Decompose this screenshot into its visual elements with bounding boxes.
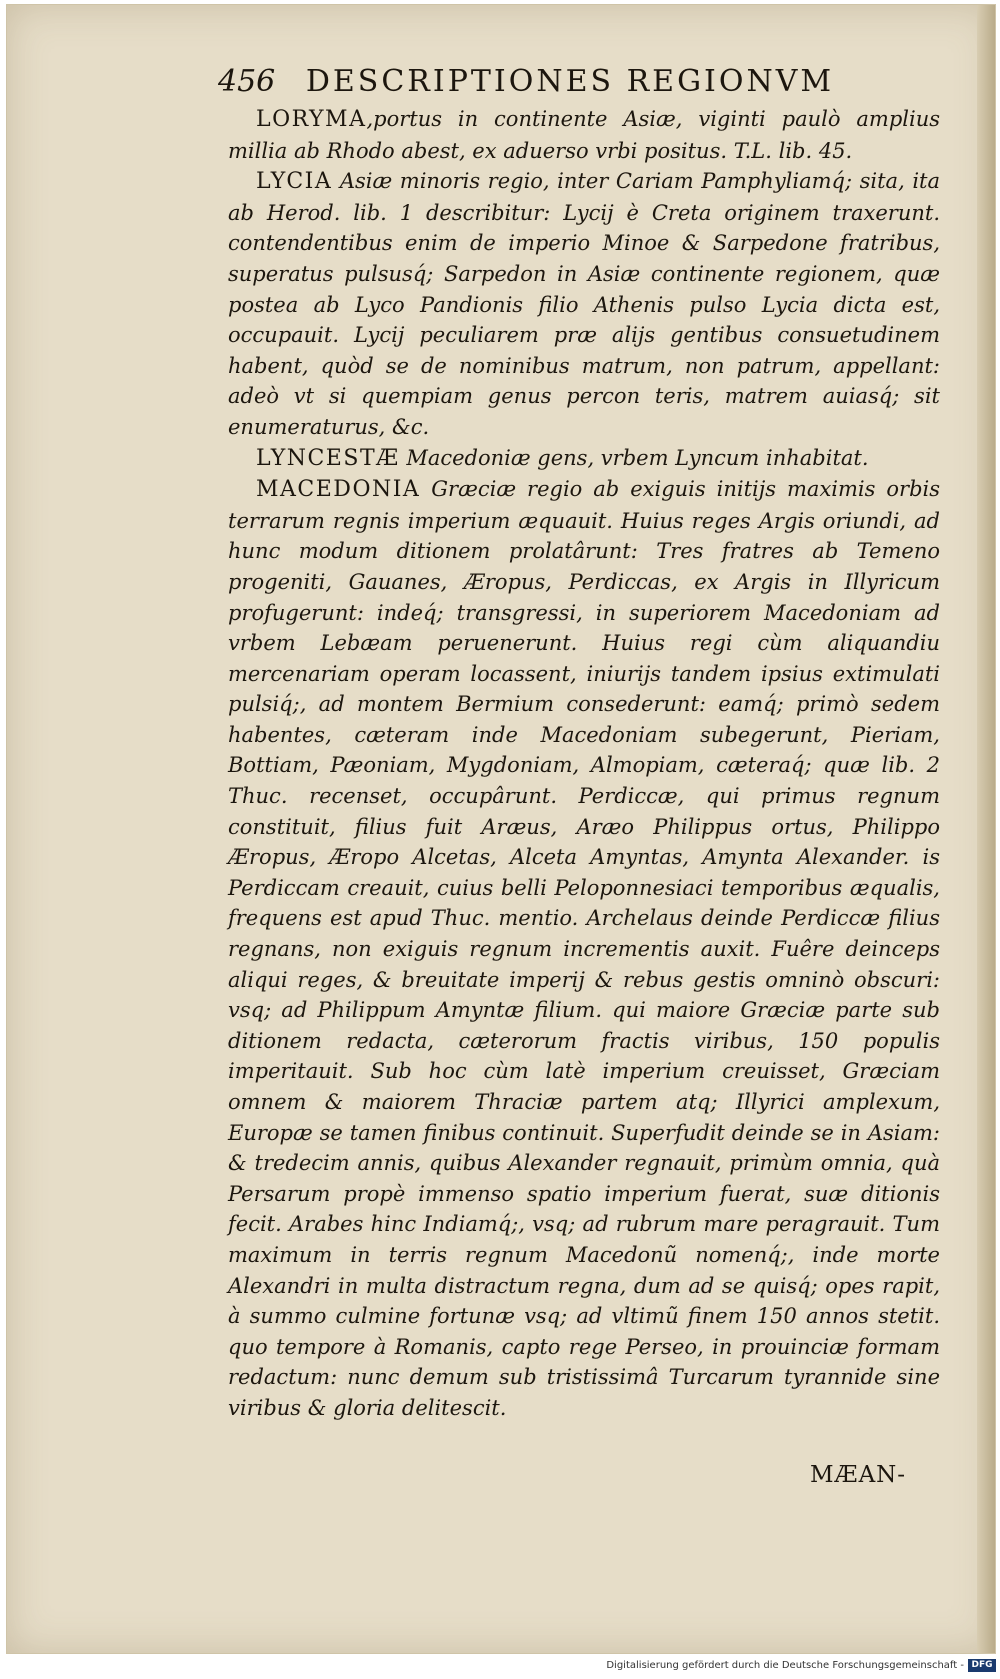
- dfg-logo-icon[interactable]: DFG: [968, 1659, 996, 1672]
- entry-loryma: [228, 104, 940, 166]
- entry-text: Macedoniæ gens, vrbem Lyncum inhabitat.: [399, 445, 869, 470]
- page-number: 456: [218, 64, 276, 99]
- headword: LYNCESTÆ: [256, 445, 400, 471]
- running-title: DESCRIPTIONES REGIONVM: [305, 64, 835, 99]
- entry-lycia: [228, 166, 940, 442]
- catchword: MÆAN-: [810, 1462, 907, 1488]
- running-header: [218, 64, 918, 104]
- footer-bar: [0, 1654, 1000, 1679]
- entry-text: Asiæ minoris regio, inter Cariam Pamphyliamq́; sita, ita ab Herod. lib. 1 describitur: Lycij è Creta originem traxerunt. contendentibus enim de imperio Minoe & Sarpedone fratribus, superatus pulsusq́; Sarpedon in Asiæ continente regionem, quæ postea ab Lyco Pandionis filio Athenis pulso Lycia dicta est, occupauit. Lycij peculiarem præ alijs gentibus consuetudinem habent, quòd se de nominibus matrum, non patrum, appellant: adeò vt si quempiam genus percon teris, matrem auiasq́; sit enumeraturus, &c.: [228, 169, 940, 439]
- entry-text: Græciæ regio ab exiguis initijs maximis orbis terrarum regnis imperium æquauit. Huius reges Argis oriundi, ad hunc modum ditionem prolatârunt: Tres fratres ab Temeno progeniti, Gauanes, Æropus, Perdiccas, ex Argis in Illyricum profugerunt: indeq́; transgressi, in superiorem Macedoniam ad vrbem Lebæam peruenerunt. Huius regi cùm aliquandiu mercenariam operam locassent, iniurijs tandem ipsius extimulati pulsiq́;, ad montem Bermium consederunt: eamq́; primò sedem habentes, cæteram inde Macedoniam subegerunt, Pieriam, Bottiam, Pæoniam, Mygdoniam, Almopiam, cæteraq́; quæ lib. 2 Thuc. recenset, occupârunt. Perdiccæ, qui primus regnum constituit, filius fuit Aræus, Aræo Philippus ortus, Philippo Æropus, Æropo Alcetas, Alceta Amyntas, Amynta Alexander. is Perdiccam creauit, cuius belli Peloponnesiaci temporibus æqualis, frequens est apud Thuc. mentio. Archelaus deinde Perdiccæ filius regnans, non exiguis regnum incrementis auxit. Fuêre deinceps aliqui reges, & breuitate imperij & rebus gestis omninò obscuri: vsq; ad Philippum Amyntæ filium. qui maiore Græciæ parte sub ditionem redacta, cæterorum fractis viribus, 150 populis imperitauit. Sub hoc cùm latè imperium creuisset, Græciam omnem & maiorem Thraciæ partem atq; Illyrici amplexum, Europæ se tamen finibus continuit. Superfudit deinde se in Asiam: & tredecim annis, quibus Alexander regnauit, primùm omnia, quà Persarum propè immenso spatio imperium fuerat, suæ ditionis fecit. Arabes hinc Indiamq́;, vsq; ad rubrum mare peragrauit. Tum maximum in terris regnum Macedonũ nomenq́;, inde morte Alexandri in multa distractum regna, dum ad se quisq́; opes rapit, à summo culmine fortunæ vsq; ad vltimũ finem 150 annos stetit. quo tempore à Romanis, capto rege Perseo, in prouinciæ formam redactum: nunc demum sub tristissimâ Turcarum tyrannide sine viribus & gloria delitescit.: [228, 477, 940, 1420]
- entry-lyncestae: [228, 443, 940, 475]
- headword: LORYMA: [256, 107, 367, 132]
- entry-macedonia: [228, 474, 940, 1423]
- binding-edge: [977, 5, 995, 1653]
- headword: LYCIA: [256, 169, 333, 195]
- text-block: [228, 104, 940, 1424]
- headword: MACEDONIA: [256, 477, 421, 503]
- footer-credit: Digitalisierung gefördert durch die Deutsche Forschungsgemeinschaft -: [606, 1660, 964, 1671]
- entry-text: ,portus in continente Asiæ, viginti paulò amplius millia ab Rhodo abest, ex aduerso vrbi positus. T.L. lib. 45.: [228, 107, 940, 163]
